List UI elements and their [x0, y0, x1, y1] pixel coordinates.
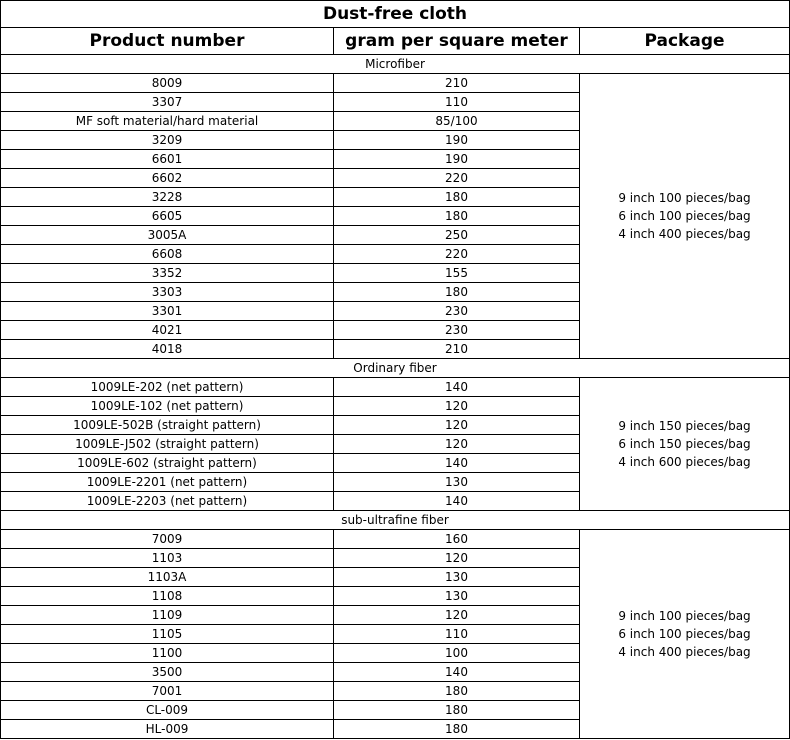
gsm-cell: 210 — [334, 340, 580, 359]
section-row — [1, 359, 790, 378]
product-number-cell: 3500 — [1, 663, 334, 682]
product-number-cell: 1009LE-502B (straight pattern) — [1, 416, 334, 435]
section-title: sub-ultrafine fiber — [1, 511, 790, 530]
product-number-cell: 3005A — [1, 226, 334, 245]
product-number-cell: 7001 — [1, 682, 334, 701]
section-row — [1, 511, 790, 530]
product-number-cell: 8009 — [1, 74, 334, 93]
product-number-cell: 4018 — [1, 340, 334, 359]
gsm-cell: 110 — [334, 93, 580, 112]
package-line: 9 inch 150 pieces/bag — [618, 419, 751, 433]
product-number-cell: 6605 — [1, 207, 334, 226]
gsm-cell: 190 — [334, 150, 580, 169]
gsm-cell: 180 — [334, 682, 580, 701]
gsm-cell: 180 — [334, 207, 580, 226]
gsm-cell: 230 — [334, 321, 580, 340]
product-number-cell: 1009LE-102 (net pattern) — [1, 397, 334, 416]
package-line: 9 inch 100 pieces/bag — [618, 609, 751, 623]
gsm-cell: 130 — [334, 473, 580, 492]
product-number-cell: 3352 — [1, 264, 334, 283]
product-number-cell: 1009LE-J502 (straight pattern) — [1, 435, 334, 454]
product-number-cell: 1009LE-2201 (net pattern) — [1, 473, 334, 492]
package-line: 4 inch 600 pieces/bag — [618, 455, 751, 469]
table-title: Dust-free cloth — [1, 1, 790, 28]
title-row — [1, 1, 790, 28]
product-number-cell: 6601 — [1, 150, 334, 169]
product-number-cell: 1103A — [1, 568, 334, 587]
table-row — [1, 378, 790, 397]
package-line: 6 inch 100 pieces/bag — [618, 627, 751, 641]
package-line: 4 inch 400 pieces/bag — [618, 645, 751, 659]
product-number-cell: HL-009 — [1, 720, 334, 739]
gsm-cell: 130 — [334, 568, 580, 587]
gsm-cell: 130 — [334, 587, 580, 606]
product-number-cell: 1009LE-202 (net pattern) — [1, 378, 334, 397]
header-gram-per-square-meter: gram per square meter — [334, 28, 580, 55]
gsm-cell: 190 — [334, 131, 580, 150]
section-row — [1, 55, 790, 74]
product-number-cell: 1100 — [1, 644, 334, 663]
product-number-cell: 6602 — [1, 169, 334, 188]
gsm-cell: 120 — [334, 397, 580, 416]
gsm-cell: 250 — [334, 226, 580, 245]
header-product-number: Product number — [1, 28, 334, 55]
package-line: 6 inch 100 pieces/bag — [618, 209, 751, 223]
gsm-cell: 140 — [334, 454, 580, 473]
section-title: Ordinary fiber — [1, 359, 790, 378]
section-title: Microfiber — [1, 55, 790, 74]
gsm-cell: 230 — [334, 302, 580, 321]
gsm-cell: 220 — [334, 245, 580, 264]
header-row — [1, 28, 790, 55]
package-cell — [580, 530, 790, 739]
product-number-cell: 3209 — [1, 131, 334, 150]
product-number-cell: 1105 — [1, 625, 334, 644]
gsm-cell: 110 — [334, 625, 580, 644]
gsm-cell: 120 — [334, 416, 580, 435]
product-number-cell: MF soft material/hard material — [1, 112, 334, 131]
product-number-cell: 3303 — [1, 283, 334, 302]
table-row — [1, 74, 790, 93]
product-number-cell: 7009 — [1, 530, 334, 549]
gsm-cell: 120 — [334, 435, 580, 454]
product-number-cell: 1109 — [1, 606, 334, 625]
gsm-cell: 85/100 — [334, 112, 580, 131]
product-number-cell: 1009LE-2203 (net pattern) — [1, 492, 334, 511]
gsm-cell: 180 — [334, 720, 580, 739]
gsm-cell: 160 — [334, 530, 580, 549]
product-number-cell: 3228 — [1, 188, 334, 207]
product-number-cell: 1108 — [1, 587, 334, 606]
product-number-cell: 1103 — [1, 549, 334, 568]
gsm-cell: 210 — [334, 74, 580, 93]
product-number-cell: 4021 — [1, 321, 334, 340]
gsm-cell: 140 — [334, 492, 580, 511]
table-row — [1, 530, 790, 549]
gsm-cell: 180 — [334, 188, 580, 207]
gsm-cell: 180 — [334, 283, 580, 302]
gsm-cell: 140 — [334, 663, 580, 682]
gsm-cell: 180 — [334, 701, 580, 720]
gsm-cell: 120 — [334, 549, 580, 568]
header-package: Package — [580, 28, 790, 55]
product-number-cell: 6608 — [1, 245, 334, 264]
gsm-cell: 120 — [334, 606, 580, 625]
package-line: 4 inch 400 pieces/bag — [618, 227, 751, 241]
package-line: 6 inch 150 pieces/bag — [618, 437, 751, 451]
gsm-cell: 155 — [334, 264, 580, 283]
product-number-cell: 3307 — [1, 93, 334, 112]
product-number-cell: 3301 — [1, 302, 334, 321]
gsm-cell: 220 — [334, 169, 580, 188]
product-number-cell: CL-009 — [1, 701, 334, 720]
gsm-cell: 100 — [334, 644, 580, 663]
package-line: 9 inch 100 pieces/bag — [618, 191, 751, 205]
product-number-cell: 1009LE-602 (straight pattern) — [1, 454, 334, 473]
gsm-cell: 140 — [334, 378, 580, 397]
package-cell — [580, 74, 790, 359]
package-cell — [580, 378, 790, 511]
